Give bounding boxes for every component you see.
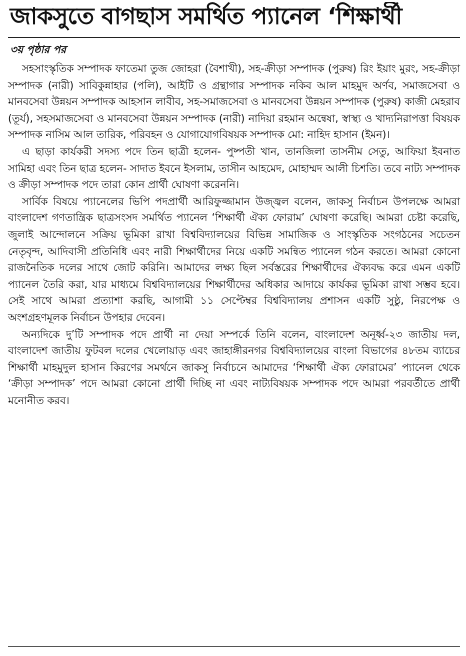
headline: জাকসুতে বাগছাস সমর্থিত প্যানেল ‘শিক্ষার্থী bbox=[10, 4, 402, 30]
paragraph-2: এ ছাড়া কার্যকরী সদস্য পদে তিন ছাত্রী হলেন- পুষ্পতী খান, তানজিলা তাসনীম সেতু, আফিয়া ইবনাত সামিহা এবং তিন ছাত্র হলেন- সাদাত ইবনে ইসলাম, তাসীন আহমেদ, মোহাম্মদ আলী চিশতি। তবে নাট্য সম্পাদক ও ক্রীড়া সম্পাদক পদে তারা কোন প্রার্থী ঘোষণা করেননি। bbox=[8, 145, 460, 192]
article-body bbox=[8, 61, 460, 409]
news-clipping bbox=[0, 2, 466, 656]
paragraph-1: সহসাংস্কৃতিক সম্পাদক ফাতেমা তুজ জোহরা (বৈশাখী), সহ-ক্রীড়া সম্পাদক (পুরুষ) রিং ইয়াং মুরং, সহ-ক্রীড়া সম্পাদক (নারী) সাবিকুন্নাহার (পলি), আইটি ও গ্রন্থাগার সম্পাদক নকিব আল মাহমুদ অর্ণব, সমাজসেবা ও মানবসেবা উন্নয়ন সম্পাদক আহসান লাবীব, সহ-সমাজসেবা ও মানবসেবা উন্নয়ন সম্পাদক (পুরুষ) কাজী মেহরাব (তূর্য), সহসমাজসেবা ও মানবসেবা উন্নয়ন সম্পাদক (নারী) নাদিয়া রহমান অন্বেষা, স্বাস্থ্য ও খাদ্যনিরাপত্তা বিষয়ক সম্পাদক নাসিম আল তারিক, পরিবহন ও যোগাযোগবিষয়ক সম্পাদক মো: নাহিদ হাসান (ইমন)। bbox=[8, 63, 460, 142]
headline-divider bbox=[8, 37, 460, 38]
paragraph-3: সার্বিক বিষয়ে প্যানেলের ভিপি পদপ্রার্থী আরিফুজ্জামান উজ্জ্বল বলেন, জাকসু নির্বাচন উপলক্ষে আমরা বাংলাদেশ গণতান্ত্রিক ছাত্রসংসদ সমর্থিত প্যানেল ‘শিক্ষার্থী ঐক্য ফোরাম’ ঘোষণা করেছি। আমরা চেষ্টা করেছি, জুলাই আন্দোলনে সক্রিয় ভূমিকা রাখা বিশ্ববিদ্যালয়ের বিভিন্ন সামাজিক ও সাংস্কৃতিক সংগঠনের সচেতন নেতৃবৃন্দ, আদিবাসী প্রতিনিধি এবং নারী শিক্ষার্থীদের নিয়ে একটি সমন্বিত প্যানেল গঠন করতে। আমরা কোনো রাজনৈতিক দলের সাথে জোট করিনি। আমাদের লক্ষ্য ছিল সর্বস্তরের শিক্ষার্থীদের ঐক্যবদ্ধ করে এমন একটি প্যানেল তৈরি করা, যার মাধ্যমে বিশ্ববিদ্যালয়ের শিক্ষার্থীদের অধিকার আদায়ে কার্যকর ভূমিকা রাখা সম্ভব হবে। সেই সাথে আমরা প্রত্যাশা করছি, আগামী ১১ সেপ্টেম্বর বিশ্ববিদ্যালয় প্রশাসন একটি সুষ্ঠু, নিরপেক্ষ ও অংশগ্রহণমূলক নির্বাচন উপহার দেবেন। bbox=[8, 195, 460, 324]
continued-from-label: ৩য় পৃষ্ঠার পর bbox=[10, 44, 67, 56]
paragraph-4: অন্যদিকে দু’টি সম্পাদক পদে প্রার্থী না দেয়া সম্পর্কে তিনি বলেন, বাংলাদেশ অনূর্ধ্ব-২৩ জাতীয় দল, বাংলাদেশ জাতীয় ফুটবল দলের খেলোয়াড় এবং জাহাঙ্গীরনগর বিশ্ববিদ্যালয়ের বাংলা বিভাগের ৪৮তম ব্যাচের শিক্ষার্থী মাহমুদুল হাসান কিরণের সমর্থনে জাকসু নির্বাচনে আমাদের ‘শিক্ষার্থী ঐক্য ফোরামের’ প্যানেল থেকে ‘ক্রীড়া সম্পাদক’ পদে আমরা কোনো প্রার্থী দিচ্ছি না এবং নাট্যবিষয়ক সম্পাদক পদে আমরা পরবর্তীতে প্রার্থী মনোনীত করব। bbox=[8, 328, 460, 407]
bottom-divider bbox=[8, 646, 460, 647]
